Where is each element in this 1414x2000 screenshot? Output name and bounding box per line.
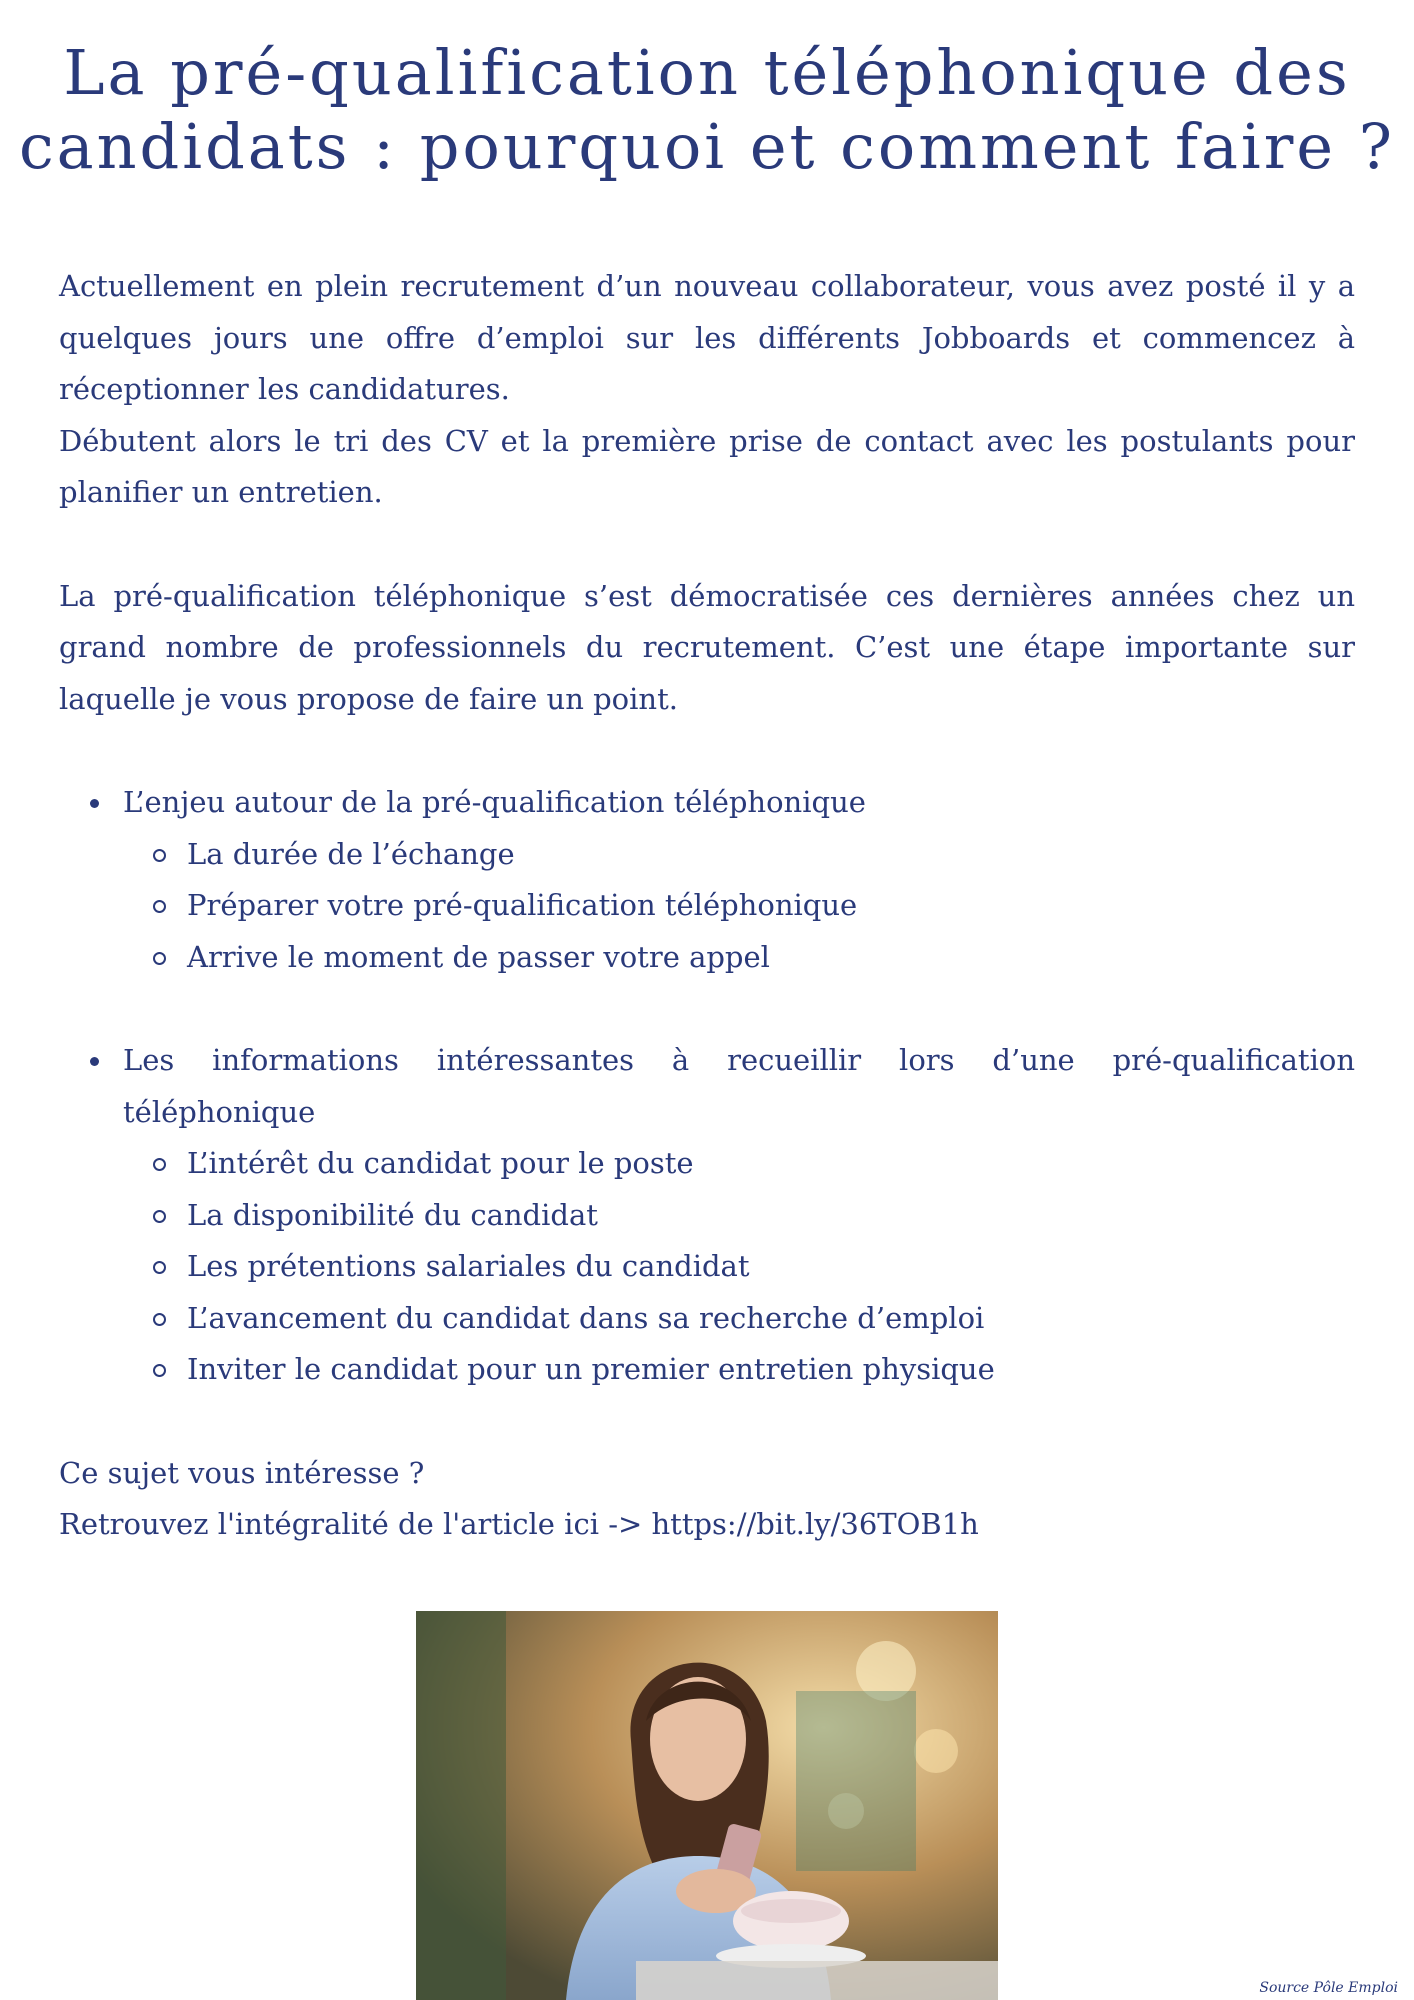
list-item: L’intérêt du candidat pour le poste [187, 1138, 1355, 1190]
outline-list [59, 777, 1355, 983]
list-item: La durée de l’échange [187, 829, 1355, 881]
circle-bullet-icon [153, 952, 166, 965]
list-item: Les prétentions salariales du candidat [187, 1241, 1355, 1293]
list-item: Préparer votre pré-qualification téléphonique [187, 880, 1355, 932]
circle-bullet-icon [153, 1261, 166, 1274]
intro-paragraph-1: Actuellement en plein recrutement d’un nouveau collaborateur, vous avez posté il y a quelques jours une offre d’emploi sur les différents Jobboards et commencez à réceptionner les candidatures. [59, 269, 1355, 407]
article-link[interactable]: Retrouvez l'intégralité de l'article ici -> https://bit.ly/36TOB1h [59, 1507, 979, 1542]
article-body [59, 261, 1355, 1551]
circle-bullet-icon [153, 1158, 166, 1171]
intro-paragraph-3: La pré-qualification téléphonique s’est démocratisée ces dernières années chez un grand nombre de professionnels du recrutement. C’est une étape importante sur laquelle je vous propose de faire un point. [59, 578, 1355, 716]
title-line-1: La pré-qualification téléphonique des [63, 36, 1351, 109]
sub-list [123, 1138, 1355, 1396]
bullet-icon [90, 799, 99, 808]
sub-list [123, 829, 1355, 984]
circle-bullet-icon [153, 1313, 166, 1326]
woman-phone-photo [416, 1611, 998, 2000]
bullet-icon [90, 1057, 99, 1066]
intro-paragraph-2: Débutent alors le tri des CV et la première prise de contact avec les postulants pour planifier un entretien. [59, 423, 1355, 510]
outline-section-label: L’enjeu autour de la pré-qualification téléphonique [123, 784, 866, 819]
circle-bullet-icon [153, 849, 166, 862]
title-line-2: candidats : pourquoi et comment faire ? [18, 110, 1396, 183]
photo-illustration [416, 1611, 998, 2000]
list-item: L’avancement du candidat dans sa recherche d’emploi [187, 1293, 1355, 1345]
outline-section-label: Les informations intéressantes à recueillir lors d’une pré-qualification téléphonique [123, 1042, 1355, 1129]
circle-bullet-icon [153, 1210, 166, 1223]
list-item [123, 777, 1355, 983]
circle-bullet-icon [153, 1364, 166, 1377]
list-item: Inviter le candidat pour un premier entretien physique [187, 1344, 1355, 1396]
list-item [123, 1035, 1355, 1396]
list-item: Arrive le moment de passer votre appel [187, 932, 1355, 984]
source-caption: Source Pôle Emploi [1259, 1980, 1398, 1996]
circle-bullet-icon [153, 900, 166, 913]
list-item: La disponibilité du candidat [187, 1190, 1355, 1242]
closing-question: Ce sujet vous intéresse ? [59, 1455, 425, 1490]
outline-list [59, 1035, 1355, 1396]
page-title [0, 36, 1414, 184]
